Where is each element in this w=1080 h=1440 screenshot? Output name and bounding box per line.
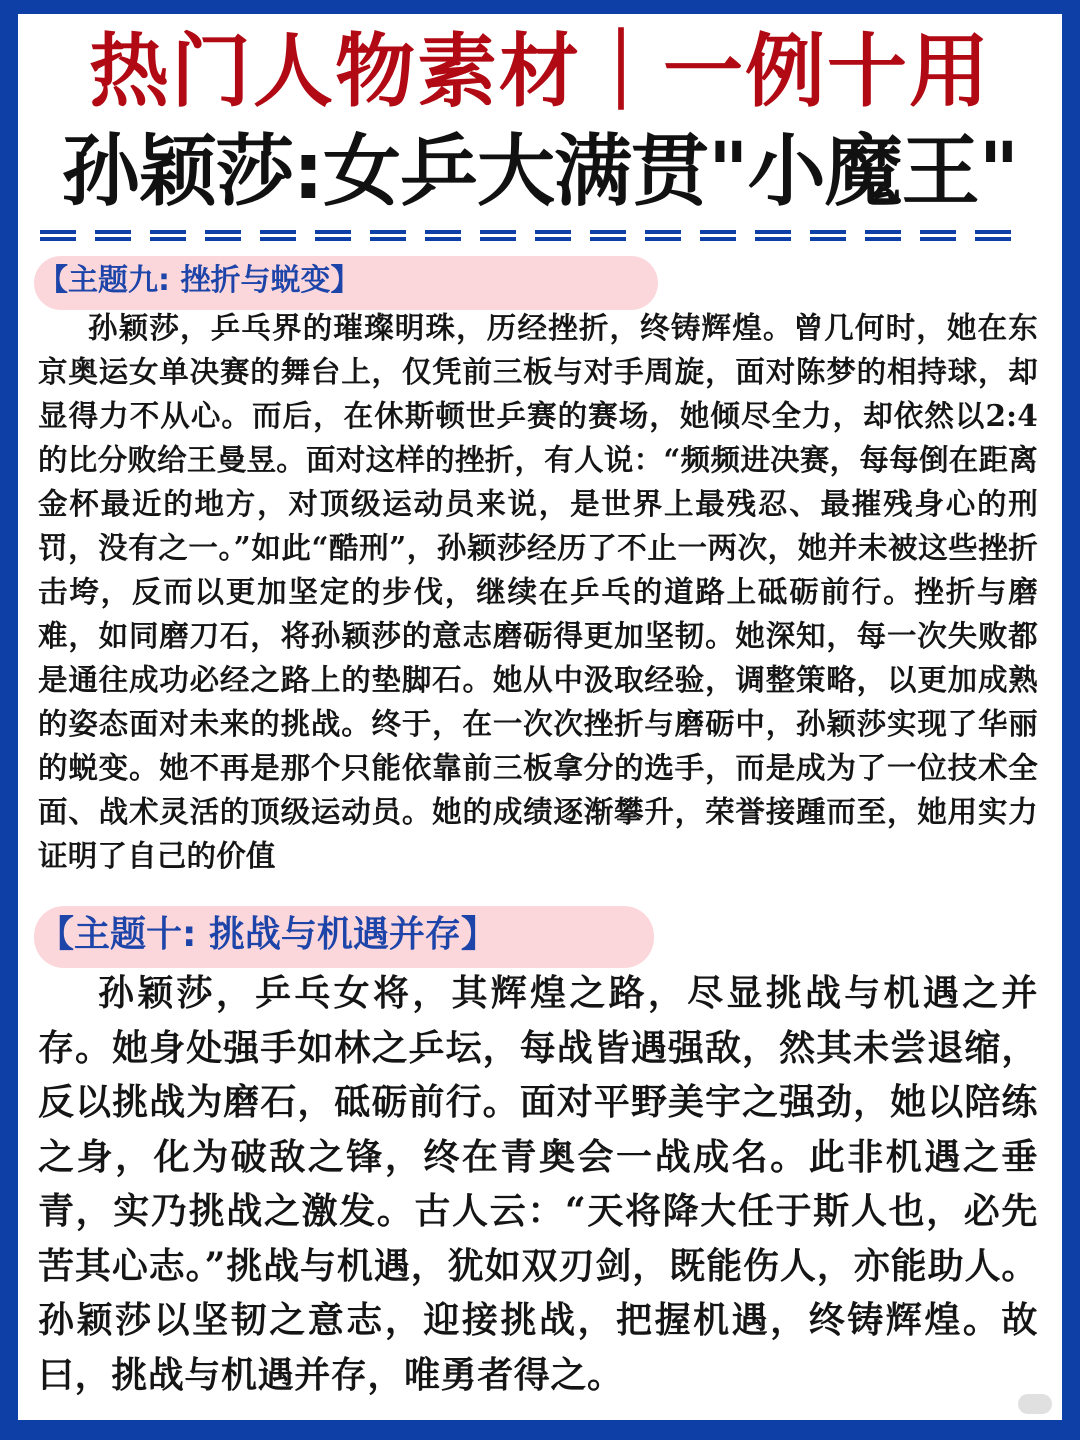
divider-dash [315,237,351,241]
divider-dash [645,230,681,234]
divider-dash [95,237,131,241]
divider-dash [755,230,791,234]
divider-dash [920,237,956,241]
divider-dash [865,237,901,241]
divider-dash [645,237,681,241]
divider-dash [205,237,241,241]
divider-dash [150,237,186,241]
divider-dash [810,237,846,241]
divider-dash [425,230,461,234]
divider-dash [480,237,516,241]
divider-dash [590,237,626,241]
divider-dash [535,237,571,241]
dashed-divider [38,228,1030,244]
theme-ten-label: 【主题十: 挑战与机遇并存】 [34,906,654,968]
divider-dash [590,230,626,234]
divider-dash [975,237,1011,241]
divider-dash [260,237,296,241]
divider-dash [535,230,571,234]
divider-dash [700,230,736,234]
divider-dash [370,237,406,241]
divider-dash [260,230,296,234]
theme-ten-paragraph: 孙颖莎，乒乓女将，其辉煌之路，尽显挑战与机遇之并存。她身处强手如林之乒坛，每战皆遇强敌，然其未尝退缩，反以挑战为磨石，砥砺前行。面对平野美宇之强劲，她以陪练之身，化为破敌之锋，终在青奥会一战成名。此非机遇之垂青，实乃挑战之激发。古人云：“天将降大任于斯人也，必先苦其心志。”挑战与机遇，犹如双刃剑，既能伤人，亦能助人。孙颖莎以坚韧之意志，迎接挑战，把握机遇，终铸辉煌。故曰，挑战与机遇并存，唯勇者得之。 [38,972,1038,1396]
divider-dash [315,230,351,234]
divider-dash [150,230,186,234]
divider-dash [205,230,241,234]
divider-dash [920,230,956,234]
theme-nine-paragraph: 孙颖莎，乒乓界的璀璨明珠，历经挫折，终铸辉煌。曾几何时，她在东京奥运女单决赛的舞台上，仅凭前三板与对手周旋，面对陈梦的相持球，却显得力不从心。而后，在休斯顿世乒赛的赛场，她倾尽全力，却依然以2:4的比分败给王曼昱。面对这样的挫折，有人说：“频频进决赛，每每倒在距离金杯最近的地方，对顶级运动员来说，是世界上最残忍、最摧残身心的刑罚，没有之一。”如此“酷刑”，孙颖莎经历了不止一两次，她并未被这些挫折击垮，反而以更加坚定的步伐，继续在乒乓的道路上砥砺前行。挫折与磨难，如同磨刀石，将孙颖莎的意志磨砺得更加坚韧。她深知，每一次失败都是通往成功必经之路上的垫脚石。她从中汲取经验，调整策略，以更加成熟的姿态面对未来的挑战。终于，在一次次挫折与磨砺中，孙颖莎实现了华丽的蜕变。她不再是那个只能依靠前三板拿分的选手，而是成为了一位技术全面、战术灵活的顶级运动员。她的成绩逐渐攀升，荣誉接踵而至，她用实力证明了自己的价值 [38,310,1038,873]
watermark-icon [1018,1394,1052,1414]
divider-dash [370,230,406,234]
divider-dash [95,230,131,234]
divider-dash [810,230,846,234]
divider-dash [865,230,901,234]
divider-dash [480,230,516,234]
page-title-top: 热门人物素材｜一例十用 [89,25,991,118]
divider-dash [40,230,76,234]
page-title-main: 孙颖莎:女乒大满贯"小魔王" [61,127,1019,217]
divider-dash [975,230,1011,234]
divider-dash [755,237,791,241]
divider-dash [425,237,461,241]
theme-nine-label: 【主题九: 挫折与蜕变】 [34,256,658,310]
divider-dash [700,237,736,241]
divider-dash [40,237,76,241]
